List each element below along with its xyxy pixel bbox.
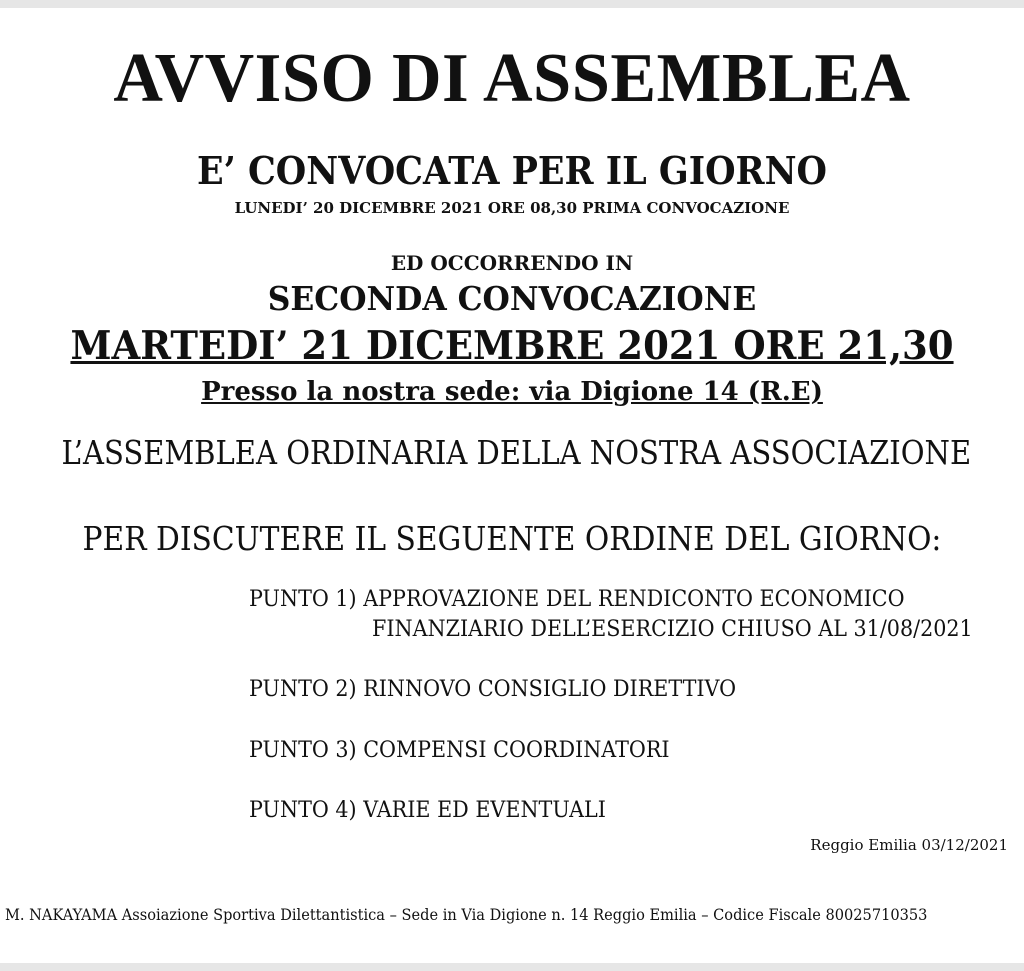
convocation-heading: E’ CONVOCATA PER IL GIORNO (196, 148, 828, 193)
assembly-line: L’ASSEMBLEA ORDINARIA DELLA NOSTRA ASSOCIAZIONE (61, 433, 972, 472)
second-call-date: MARTEDI’ 21 DICEMBRE 2021 ORE 21,30 (70, 323, 954, 369)
agenda-item-1: PUNTO 1) APPROVAZIONE DEL RENDICONTO ECONOMICO (249, 587, 905, 612)
second-call-label: SECONDA CONVOCAZIONE (267, 279, 757, 318)
top-border (0, 0, 1024, 8)
notice-title: AVVISO DI ASSEMBLEA (113, 40, 911, 117)
occorrendo-label: ED OCCORRENDO IN (390, 251, 634, 275)
agenda-item-4: PUNTO 4) VARIE ED EVENTUALI (249, 798, 606, 823)
agenda-intro: PER DISCUTERE IL SEGUENTE ORDINE DEL GIORNO: (82, 519, 942, 558)
footer-association-info: M. NAKAYAMA Assoiazione Sportiva Dilettantistica – Sede in Via Digione n. 14 Reggio Emilia – Codice Fiscale 80025710353 (5, 906, 928, 924)
agenda-item-2: PUNTO 2) RINNOVO CONSIGLIO DIRETTIVO (249, 677, 737, 702)
agenda-item-1-continuation: FINANZIARIO DELL’ESERCIZIO CHIUSO AL 31/08/2021 (372, 617, 973, 642)
location-line: Presso la nostra sede: via Digione 14 (R.E) (201, 377, 823, 407)
agenda-item-3: PUNTO 3) COMPENSI COORDINATORI (249, 738, 670, 763)
place-date: Reggio Emilia 03/12/2021 (810, 836, 1008, 854)
bottom-border (0, 963, 1024, 971)
first-call-date: LUNEDI’ 20 DICEMBRE 2021 ORE 08,30 PRIMA CONVOCAZIONE (234, 199, 790, 217)
